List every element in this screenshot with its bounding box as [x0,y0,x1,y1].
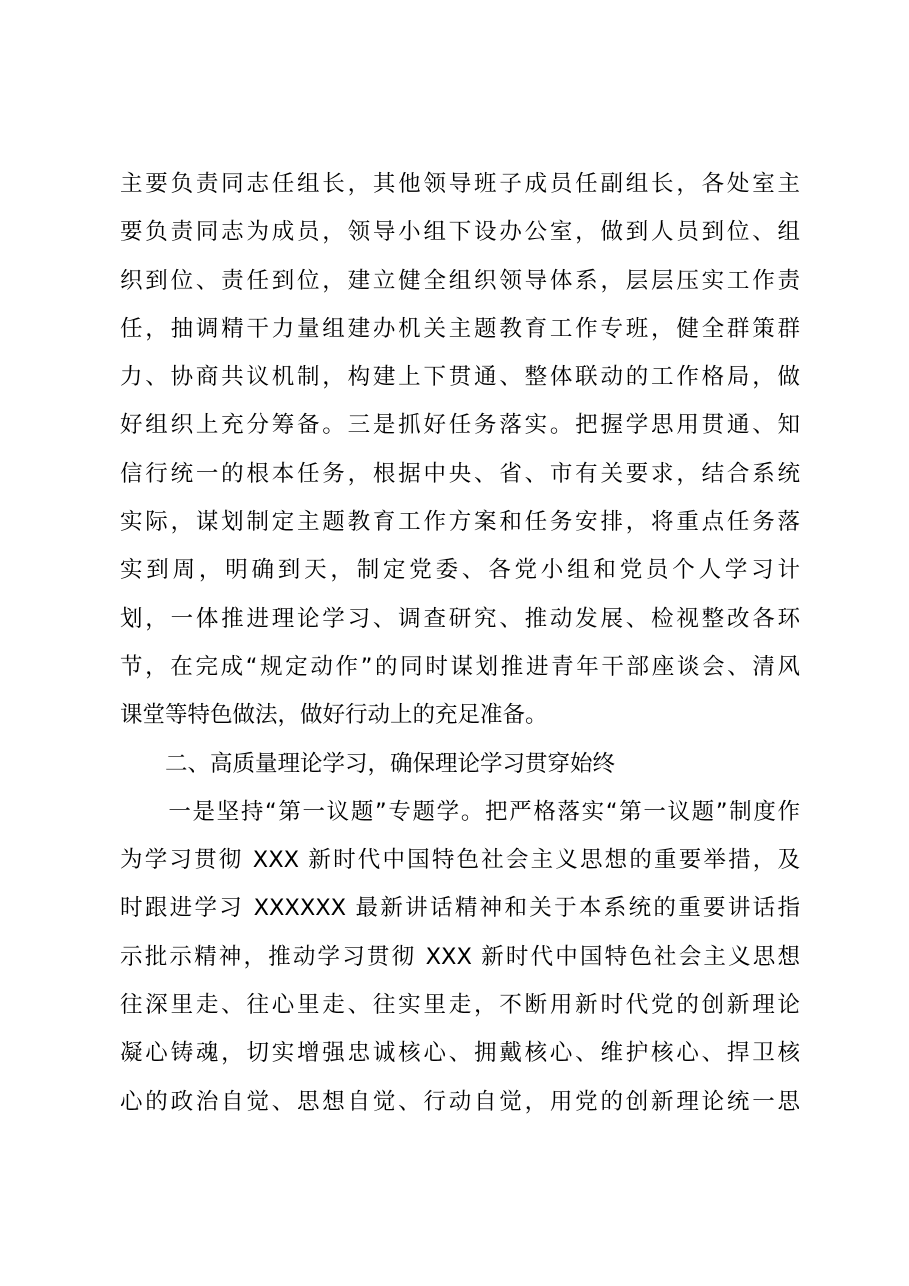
section-heading: 二、高质量理论学习，确保理论学习贯穿始终 [120,750,616,777]
text-line: 课堂等特色做法，做好行动上的充足准备。 [120,702,548,729]
text-line: 力、协商共议机制，构建上下贯通、整体联动的工作格局，做 [120,364,800,391]
text-line: 信行统一的根本任务，根据中央、省、市有关要求，结合系统 [120,460,800,487]
text-line: 示批示精神，推动学习贯彻 XXX 新时代中国特色社会主义思想 [120,943,800,970]
text-line: 好组织上充分筹备。三是抓好任务落实。把握学思用贯通、知 [120,412,800,439]
text-line: 织到位、责任到位，建立健全组织领导体系，层层压实工作责 [120,267,800,294]
text-line: 要负责同志为成员，领导小组下设办公室，做到人员到位、组 [120,219,800,246]
text-line: 实到周，明确到天，制定党委、各党小组和党员个人学习计 [120,557,800,584]
text-line: 时跟进学习 XXXXXX 最新讲话精神和关于本系统的重要讲话指 [120,895,800,922]
text-line: 心的政治自觉、思想自觉、行动自觉，用党的创新理论统一思 [120,1088,800,1115]
text-line: 节，在完成“规定动作”的同时谋划推进青年干部座谈会、清风 [120,653,800,680]
text-line: 为学习贯彻 XXX 新时代中国特色社会主义思想的重要举措，及 [120,847,800,874]
text-line: 一是坚持“第一议题”专题学。把严格落实“第一议题”制度作 [120,798,800,825]
text-line: 往深里走、往心里走、往实里走，不断用新时代党的创新理论 [120,992,800,1019]
text-line: 凝心铸魂，切实增强忠诚核心、拥戴核心、维护核心、捍卫核 [120,1040,800,1067]
text-line: 划，一体推进理论学习、调查研究、推动发展、检视整改各环 [120,605,800,632]
text-line: 主要负责同志任组长，其他领导班子成员任副组长，各处室主 [120,171,800,197]
text-line: 实际，谋划制定主题教育工作方案和任务安排，将重点任务落 [120,509,800,536]
body-text [120,160,800,1126]
text-line: 任，抽调精干力量组建办机关主题教育工作专班，健全群策群 [120,315,800,342]
